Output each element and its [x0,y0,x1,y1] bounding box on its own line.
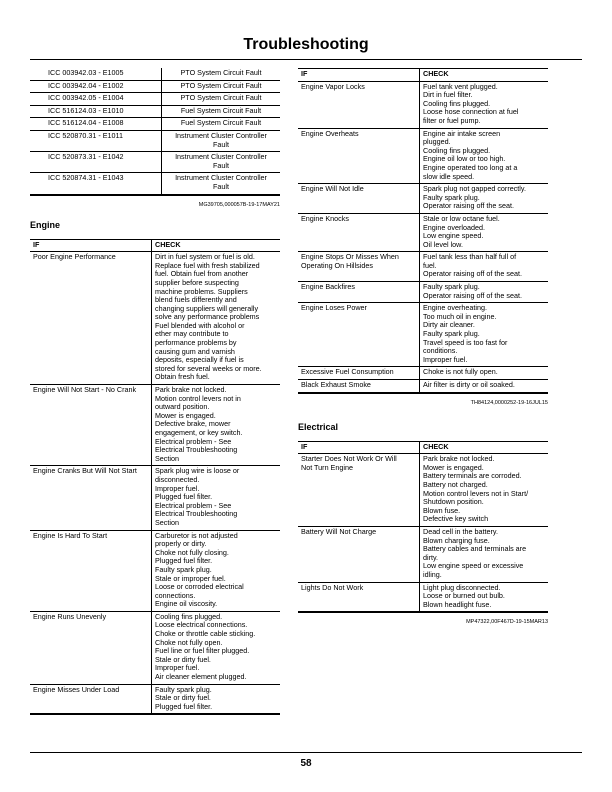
icc-code-table [30,68,280,196]
text-line: idling. [423,569,442,579]
text-line: Mower is engaged. [155,410,216,420]
troubleshooting-row [298,282,548,303]
troubleshooting-row [30,611,280,684]
text-line: Battery Will Not Charge [301,526,377,536]
text-line: Motion control levers not in Start/ [423,488,529,498]
if-cell [298,128,420,184]
text-line: Dirty air cleaner. [423,320,475,330]
text-line: Air cleaner element plugged. [155,672,247,682]
check-column-header: CHECK [420,69,549,82]
troubleshooting-row [298,526,548,582]
text-line: Too much oil in engine. [423,311,497,321]
text-line: Dead cell in the battery. [423,526,498,536]
text-line: Engine overheating. [423,303,487,313]
icc-row [30,118,280,131]
text-line: Electrical problem - See [155,436,232,446]
icc-code: ICC 516124.04 - E1008 [30,118,162,131]
left-column [30,68,280,715]
check-cell [420,526,549,582]
icc-description [162,93,281,106]
check-cell [152,466,281,530]
check-cell [152,611,281,684]
text-line: Defective key switch [423,514,489,524]
text-line: Engine Will Not Idle [301,184,364,194]
icc-reference-code: MG39705,000057B-19-17MAY21 [198,201,280,208]
text-line: PTO System Circuit Fault [180,93,262,103]
if-cell [298,526,420,582]
text-line: Engine Runs Unevenly [33,611,107,621]
text-line: Engine Will Not Start - No Crank [33,385,137,395]
text-line: Choke or throttle cable sticking. [155,629,256,639]
title-divider [30,59,582,60]
text-line: Engine oil low or too high. [423,154,506,164]
icc-code: ICC 520870.31 - E1011 [30,130,162,151]
text-line: Fault [213,160,229,170]
text-line: Faulty spark plug. [423,282,480,292]
check-cell [152,684,281,714]
text-line: Not Turn Engine [301,462,353,472]
text-line: Low engine speed. [423,231,484,241]
text-line: changing suppliers will generally [155,303,259,313]
text-line: Plugged fuel filter. [155,492,213,502]
text-line: Stale or improper fuel. [155,573,226,583]
icc-code: ICC 003942.04 - E1002 [30,80,162,93]
icc-code: ICC 520873.31 - E1042 [30,152,162,173]
text-line: blend fuels differently and [155,295,237,305]
text-line: Low engine speed or excessive [423,561,524,571]
troubleshooting-row [298,454,548,527]
text-line: Engine Stops Or Misses When [301,252,399,262]
text-line: Engine Misses Under Load [33,684,120,694]
text-line: Park brake not locked. [423,454,495,464]
electrical-reference-code: MP47322,00F467D-19-15MAR13 [466,619,548,626]
text-line: Improper fuel. [423,354,468,364]
text-line: slow idle speed. [423,171,475,181]
text-line: Operating On Hillsides [301,260,373,270]
icc-row [30,80,280,93]
engine-heading: Engine [30,219,61,230]
text-line: Dirt in fuel filter. [423,90,473,100]
text-line: Stale or dirty fuel. [155,693,211,703]
icc-code: ICC 520874.31 - E1043 [30,173,162,195]
text-line: Fuel blended with alcohol or [155,320,245,330]
text-line: causing gum and varnish [155,346,235,356]
text-line: ether may contribute to [155,329,229,339]
check-cell [152,252,281,385]
text-line: Motion control levers not in [155,393,241,403]
text-line: Battery cables and terminals are [423,544,527,554]
text-line: Stale or low octane fuel. [423,213,500,223]
right-column [298,68,548,625]
text-line: engagement, or key switch. [155,428,243,437]
text-line: Choke is not fully open. [423,367,498,377]
text-line: Fault [213,139,229,149]
check-cell [420,282,549,303]
check-cell [420,454,549,527]
text-line: Faulty spark plug. [155,564,212,574]
text-line: Dirt in fuel system or fuel is old. [155,252,255,262]
text-line: Engine overloaded. [423,222,485,232]
text-line: Engine Is Hard To Start [33,530,108,540]
page-title: Troubleshooting [243,36,369,53]
if-cell [298,282,420,303]
text-line: Mower is engaged. [423,462,484,472]
troubleshooting-row [298,81,548,128]
text-line: Engine Knocks [301,213,349,223]
text-line: Plugged fuel filter. [155,701,213,711]
troubleshooting-row [30,252,280,385]
check-cell [420,213,549,251]
text-line: Faulty spark plug. [423,192,480,202]
check-column-header: CHECK [420,441,549,454]
text-line: Instrument Cluster Controller [175,130,267,140]
text-line: properly or dirty. [155,539,207,549]
text-line: Fuel System Circuit Fault [180,105,262,115]
if-cell [298,582,420,612]
troubleshooting-row [298,184,548,214]
check-cell [420,582,549,612]
if-cell [298,454,420,527]
text-line: Operator raising off of the seat. [423,290,522,300]
text-line: Faulty spark plug. [155,684,212,694]
text-line: Loose electrical connections. [155,620,248,630]
text-line: Choke not fully open. [155,637,223,647]
text-line: Spark plug not gapped correctly. [423,184,526,194]
text-line: Excessive Fuel Consumption [301,367,394,377]
text-line: Loose or burned out bulb. [423,591,505,601]
if-cell [298,380,420,393]
text-line: Plugged fuel filter. [155,556,213,566]
text-line: Shutdown position. [423,497,484,507]
text-line: Instrument Cluster Controller [175,152,267,162]
text-line: Lights Do Not Work [301,582,364,592]
text-line: Faulty spark plug. [423,329,480,339]
text-line: disconnected. [155,474,200,484]
text-line: dirty. [423,552,439,562]
text-line: PTO System Circuit Fault [180,80,262,90]
if-cell [30,611,152,684]
text-line: filter or fuel pump. [423,115,481,125]
text-line: Fuel tank less than half full of [423,252,517,262]
text-line: Engine air intake screen [423,128,501,138]
text-line: Obtain fresh fuel. [155,372,210,382]
text-line: Engine Cranks But Will Not Start [33,466,137,476]
check-cell [420,252,549,282]
engine-table-right [298,68,548,394]
text-line: Engine Vapor Locks [301,81,365,91]
if-cell [30,530,152,611]
icc-description [162,105,281,118]
check-cell [420,367,549,380]
if-cell [30,466,152,530]
icc-description [162,130,281,151]
text-line: Engine operated too long at a [423,162,518,172]
text-line: Loose hose connection at fuel [423,107,519,117]
if-cell [298,252,420,282]
text-line: Engine Backfires [301,282,355,292]
text-line: Operator raising off the seat. [423,201,514,211]
if-cell [30,684,152,714]
troubleshooting-row [30,466,280,530]
check-cell [420,380,549,393]
text-line: Oil level low. [423,239,463,249]
check-cell [420,184,549,214]
text-line: Battery terminals are corroded. [423,471,522,481]
icc-row [30,68,280,80]
footer-divider [30,752,582,753]
text-line: connections. [155,590,196,600]
text-line: Cooling fins plugged. [155,611,223,621]
text-line: Travel speed is too fast for [423,337,508,347]
text-line: supplier before suspecting [155,277,239,287]
if-column-header: IF [298,69,420,82]
if-cell [30,385,152,466]
text-line: Fuel line or fuel filter plugged. [155,646,250,656]
text-line: Cooling fins plugged. [423,98,491,108]
icc-row [30,93,280,106]
electrical-heading: Electrical [298,421,339,432]
icc-row [30,105,280,118]
text-line: Air filter is dirty or oil soaked. [423,380,515,389]
text-line: Blown headlight fuse. [423,599,492,609]
icc-row [30,152,280,173]
if-cell [298,303,420,367]
troubleshooting-row [298,582,548,612]
text-line: Improper fuel. [155,663,200,673]
if-column-header: IF [30,239,152,252]
text-line: Battery not charged. [423,479,488,489]
text-line: Fuel System Circuit Fault [180,118,262,128]
text-line: Engine Overheats [301,128,359,138]
text-line: Defective brake, mower [155,419,231,429]
troubleshooting-row [298,303,548,367]
if-cell [298,184,420,214]
text-line: PTO System Circuit Fault [180,68,262,77]
text-line: stored for several weeks or more. [155,363,262,373]
text-line: Starter Does Not Work Or Will [301,454,397,464]
check-cell [420,128,549,184]
text-line: Black Exhaust Smoke [301,380,371,389]
text-line: machine problems. Suppliers [155,286,248,296]
if-cell [298,213,420,251]
text-line: Section [155,453,179,463]
text-line: Choke not fully closing. [155,547,229,557]
icc-description [162,68,281,80]
icc-code: ICC 003942.03 - E1005 [30,68,162,80]
troubleshooting-row [298,252,548,282]
text-line: Replace fuel with fresh stabilized [155,260,260,270]
text-line: Electrical problem - See [155,500,232,510]
text-line: Loose or corroded electrical [155,582,244,592]
text-line: solve any performance problems [155,312,260,322]
text-line: Stale or dirty fuel. [155,654,211,664]
check-cell [152,385,281,466]
text-line: Park brake not locked. [155,385,227,395]
icc-code: ICC 003942.05 - E1004 [30,93,162,106]
if-cell [298,81,420,128]
text-line: Poor Engine Performance [33,252,116,262]
text-line: performance problems by [155,338,237,348]
check-cell [152,530,281,611]
troubleshooting-row [298,380,548,393]
page-number: 58 [300,758,312,769]
text-line: Improper fuel. [155,483,200,493]
troubleshooting-row [30,385,280,466]
text-line: Blown charging fuse. [423,535,490,545]
text-line: Electrical Troubleshooting [155,445,238,455]
if-column-header: IF [298,441,420,454]
troubleshooting-row [298,128,548,184]
icc-description [162,118,281,131]
text-line: Blown fuse. [423,505,461,515]
check-cell [420,81,549,128]
troubleshooting-row [298,213,548,251]
troubleshooting-row [298,367,548,380]
text-line: Fault [213,181,229,191]
if-cell [30,252,152,385]
icc-description [162,80,281,93]
engine-reference-code: TH84124,0000252-19-16JUL15 [470,399,548,406]
troubleshooting-row [30,684,280,714]
text-line: Carburetor is not adjusted [155,530,238,540]
text-line: Spark plug wire is loose or [155,466,240,476]
text-line: Electrical Troubleshooting [155,509,238,519]
text-line: fuel. Obtain fuel from another [155,269,249,279]
if-cell [298,367,420,380]
check-cell [420,303,549,367]
icc-row [30,130,280,151]
icc-code: ICC 516124.03 - E1010 [30,105,162,118]
text-line: fuel. [423,260,437,270]
troubleshooting-row [30,530,280,611]
text-line: Engine Loses Power [301,303,367,313]
icc-row [30,173,280,195]
text-line: Fuel tank vent plugged. [423,81,498,91]
text-line: Light plug disconnected. [423,582,501,592]
icc-description [162,173,281,195]
text-line: outward position. [155,402,210,412]
engine-table-left [30,239,280,716]
text-line: Operator raising off of the seat. [423,269,522,279]
text-line: conditions. [423,346,458,356]
text-line: Engine oil viscosity. [155,599,218,609]
text-line: Cooling fins plugged. [423,145,491,155]
check-column-header: CHECK [152,239,281,252]
electrical-table [298,441,548,614]
text-line: plugged. [423,137,451,147]
text-line: deposits, especially if fuel is [155,355,244,365]
icc-description [162,152,281,173]
text-line: Section [155,517,179,527]
text-line: Instrument Cluster Controller [175,173,267,183]
